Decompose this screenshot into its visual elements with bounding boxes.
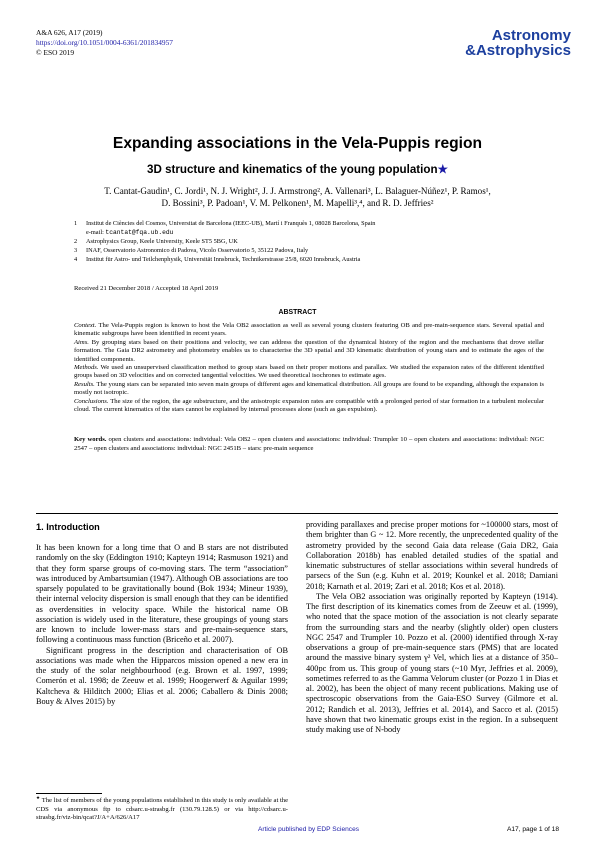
divider — [36, 513, 558, 514]
abstract-methods: Methods. We used an unsupervised classification method to group stars based on their proper motions and parallax. We studied the expansion rates of the different identified groups based on 3D velocities and on corrected tangential velocities. We used theoretical isochrones to estimate ages. — [74, 364, 544, 380]
authors-line-1: T. Cantat-Gaudin¹, C. Jordi¹, N. J. Wright², J. J. Armstrong², A. Vallenari³, L. Balaguer-Núñez¹, P. Ramos¹, — [104, 186, 491, 196]
intro-paragraph-1: It has been known for a long time that O and B stars are not distributed randomly on the sky (Eddington 1910; Kapteyn 1914; Rasmuson 1921) and that they form sparse groups of co-moving stars. The term “association” was introduced by Ambartsumian (1947). Although OB associations are too sparsely populated to be gravitationally bound (Bok 1934; Mineur 1939), their internal velocity dispersion is small enough that they can be identified as overdensities in velocity space. While the historical name OB association is widely used in the literature, these groupings of young stars are known to include lower-mass stars and pre-main-sequence stars, following a continuous mass function (Briceño et al. 2007). — [36, 543, 288, 645]
affiliation-3: 3 INAF, Osservatorio Astronomico di Padova, Vicolo Osservatorio 5, 35122 Padova, Italy — [74, 247, 309, 254]
copyright: © ESO 2019 — [36, 48, 75, 57]
intro-paragraph-2: Significant progress in the description and characterisation of OB associations was made when the Hipparcos mission opened a new era in the study of the solar neighbourhood (e.g. Brown et al. 1997, 1999; Comerón et al. 1998; de Zeeuw et al. 1999; Hoogerwerf & Aguilar 1999; Kaltcheva & Hilditch 2000; Elias et al. 2006; Caballero & Dinis 2008; Bouy & Alves 2015) by — [36, 645, 288, 706]
paper-title: Expanding associations in the Vela-Puppis region — [112, 135, 483, 152]
journal-logo — [431, 28, 571, 58]
abstract — [74, 322, 544, 414]
logo-astrophysics-text: Astrophysics — [475, 42, 571, 59]
received-accepted-dates: Received 21 December 2018 / Accepted 18 April 2019 — [74, 285, 219, 292]
footnote-star-link[interactable]: ★ — [437, 163, 448, 176]
affiliation-2: 2 Astrophysics Group, Keele University, Keele ST5 5BG, UK — [74, 238, 238, 245]
journal-meta — [36, 28, 173, 58]
intro-paragraph-3: providing parallaxes and precise proper motions for ~100000 stars, most of them brighter than G ~ 12. More recently, the unprecedented quality of the astrometry provided by the second Gaia data release (Gaia DR2, Gaia Collaboration 2018b) has enabled detailed studies of the spatial and kinematic substructures of stellar associations within several hundreds of parsecs of the Sun (e.g. Kuhn et al. 2019; Kounkel et al. 2018; Damiani 2018; Karnath et al. 2019; Zari et al. 2018; Kos et al. 2018). — [306, 520, 558, 591]
footnote — [36, 794, 288, 823]
footnote-text: The list of members of the young populations established in this study is only available at the CDS via anonymous ftp to cdsarc.u-strasbg.fr (130.79.128.5) or via http://cdsarc.u-strasbg.fr/viz-bin/qcat?J/A+A/626/A17 — [36, 797, 288, 821]
doi-link[interactable]: https://doi.org/10.1051/0004-6361/201834957 — [36, 38, 174, 47]
logo-astrophysics — [431, 43, 571, 58]
footnote-divider — [36, 793, 102, 794]
publisher-link[interactable]: Article published by EDP Sciences — [258, 826, 360, 833]
subtitle-text: 3D structure and kinematics of the young population — [147, 163, 438, 176]
abstract-conclusions: Conclusions. The size of the region, the age substructure, and the anisotropic expansion rates are compatible with a prolonged period of star formation in a turbulent molecular cloud. The current kinematics of the stars cannot be explained by internal processes alone (such as gas expulsion). — [74, 397, 545, 414]
email-link[interactable]: tcantat@fqa.ub.edu — [105, 229, 174, 236]
abstract-context: Context. The Vela-Puppis region is known to host the Vela OB2 association as well as several young clusters featuring OB and pre-main-sequence stars. Several spatial and kinematic subgroups have been identified in recent years. — [74, 322, 545, 338]
abstract-results: Results. The young stars can be separated into seven main groups of different ages and kinematical distribution. All groups are found to be expanding, although the expansion is mostly not isotropic. — [74, 380, 544, 397]
affiliation-email: e-mail: tcantat@fqa.ub.edu — [86, 229, 174, 236]
publisher-footer — [258, 826, 359, 833]
journal-reference: A&A 626, A17 (2019) — [36, 28, 103, 37]
affiliation-4: 4 Institut für Astro- und Teilchenphysik, Universität Innsbruck, Technikerstrasse 25/8, 6020 Innsbruck, Austria — [74, 256, 361, 263]
logo-ampersand: & — [465, 42, 476, 59]
authors-line-2: D. Bossini³, P. Padoan¹, V. M. Pelkonen¹, M. Mapelli³,⁴, and R. D. Jeffries² — [161, 198, 434, 208]
affiliation-1: 1 Institut de Ciències del Cosmos, Universitat de Barcelona (IEEC-UB), Martí i Franquès 1, 08028 Barcelona, Spain — [74, 220, 376, 227]
section-heading-introduction: 1. Introduction — [36, 522, 100, 532]
keywords-label: Key words. — [74, 436, 107, 443]
left-column — [36, 543, 288, 707]
affiliations — [74, 219, 544, 264]
keywords-text: open clusters and associations: individual: Vela OB2 – open clusters and associations: individual: Trumpler 10 – open clusters and associations: individual: NGC 2547 – open clusters and associations: individual: NGC 2451B – stars: pre-main sequence — [74, 436, 544, 452]
keywords — [74, 436, 544, 453]
author-list — [50, 185, 545, 209]
footnote-star: ★ — [36, 794, 41, 800]
abstract-heading: ABSTRACT — [278, 309, 317, 316]
logo-astronomy: Astronomy — [491, 27, 571, 44]
intro-paragraph-4: The Vela OB2 association was originally reported by Kapteyn (1914). The first description of its kinematics comes from de Zeeuw et al. (1999), who noted that the space motion of the association is not clearly separate from the surrounding stars and the nearby (slightly older) open clusters NGC 2547 and Trumpler 10. Pozzo et al. (2000) identified through X-ray observations a group of pre-main-sequence stars (PMS) that are located around the massive binary system γ² Vel, which lies at a distance of 350–400pc from us. This group of young stars (~10 Myr, Jeffries et al. 2009), sometimes referred to as the Gamma Velorum cluster (or Pozzo 1 in Dias et al. 2002), has been the object of many recent publications. Making use of spectroscopic observations from the Gaia-ESO Survey (Gilmore et al. 2012; Randich et al. 2013), Jeffries et al. 2014), and Sacco et al. (2015) have shown that two kinematic groups exist in the region. In a subsequent study making use of N-body — [306, 591, 558, 734]
right-column — [306, 520, 558, 735]
page-number: A17, page 1 of 18 — [506, 826, 559, 833]
abstract-aims: Aims. By grouping stars based on their positions and velocity, we can address the question of the dynamical history of the region and the mechanisms that drove stellar formation. The Gaia DR2 astrometry and photometry enables us to characterise the 3D spatial and 3D kinematic distribution of young stars and to estimate the ages of the identified components. — [74, 338, 544, 363]
paper-subtitle — [0, 162, 595, 176]
